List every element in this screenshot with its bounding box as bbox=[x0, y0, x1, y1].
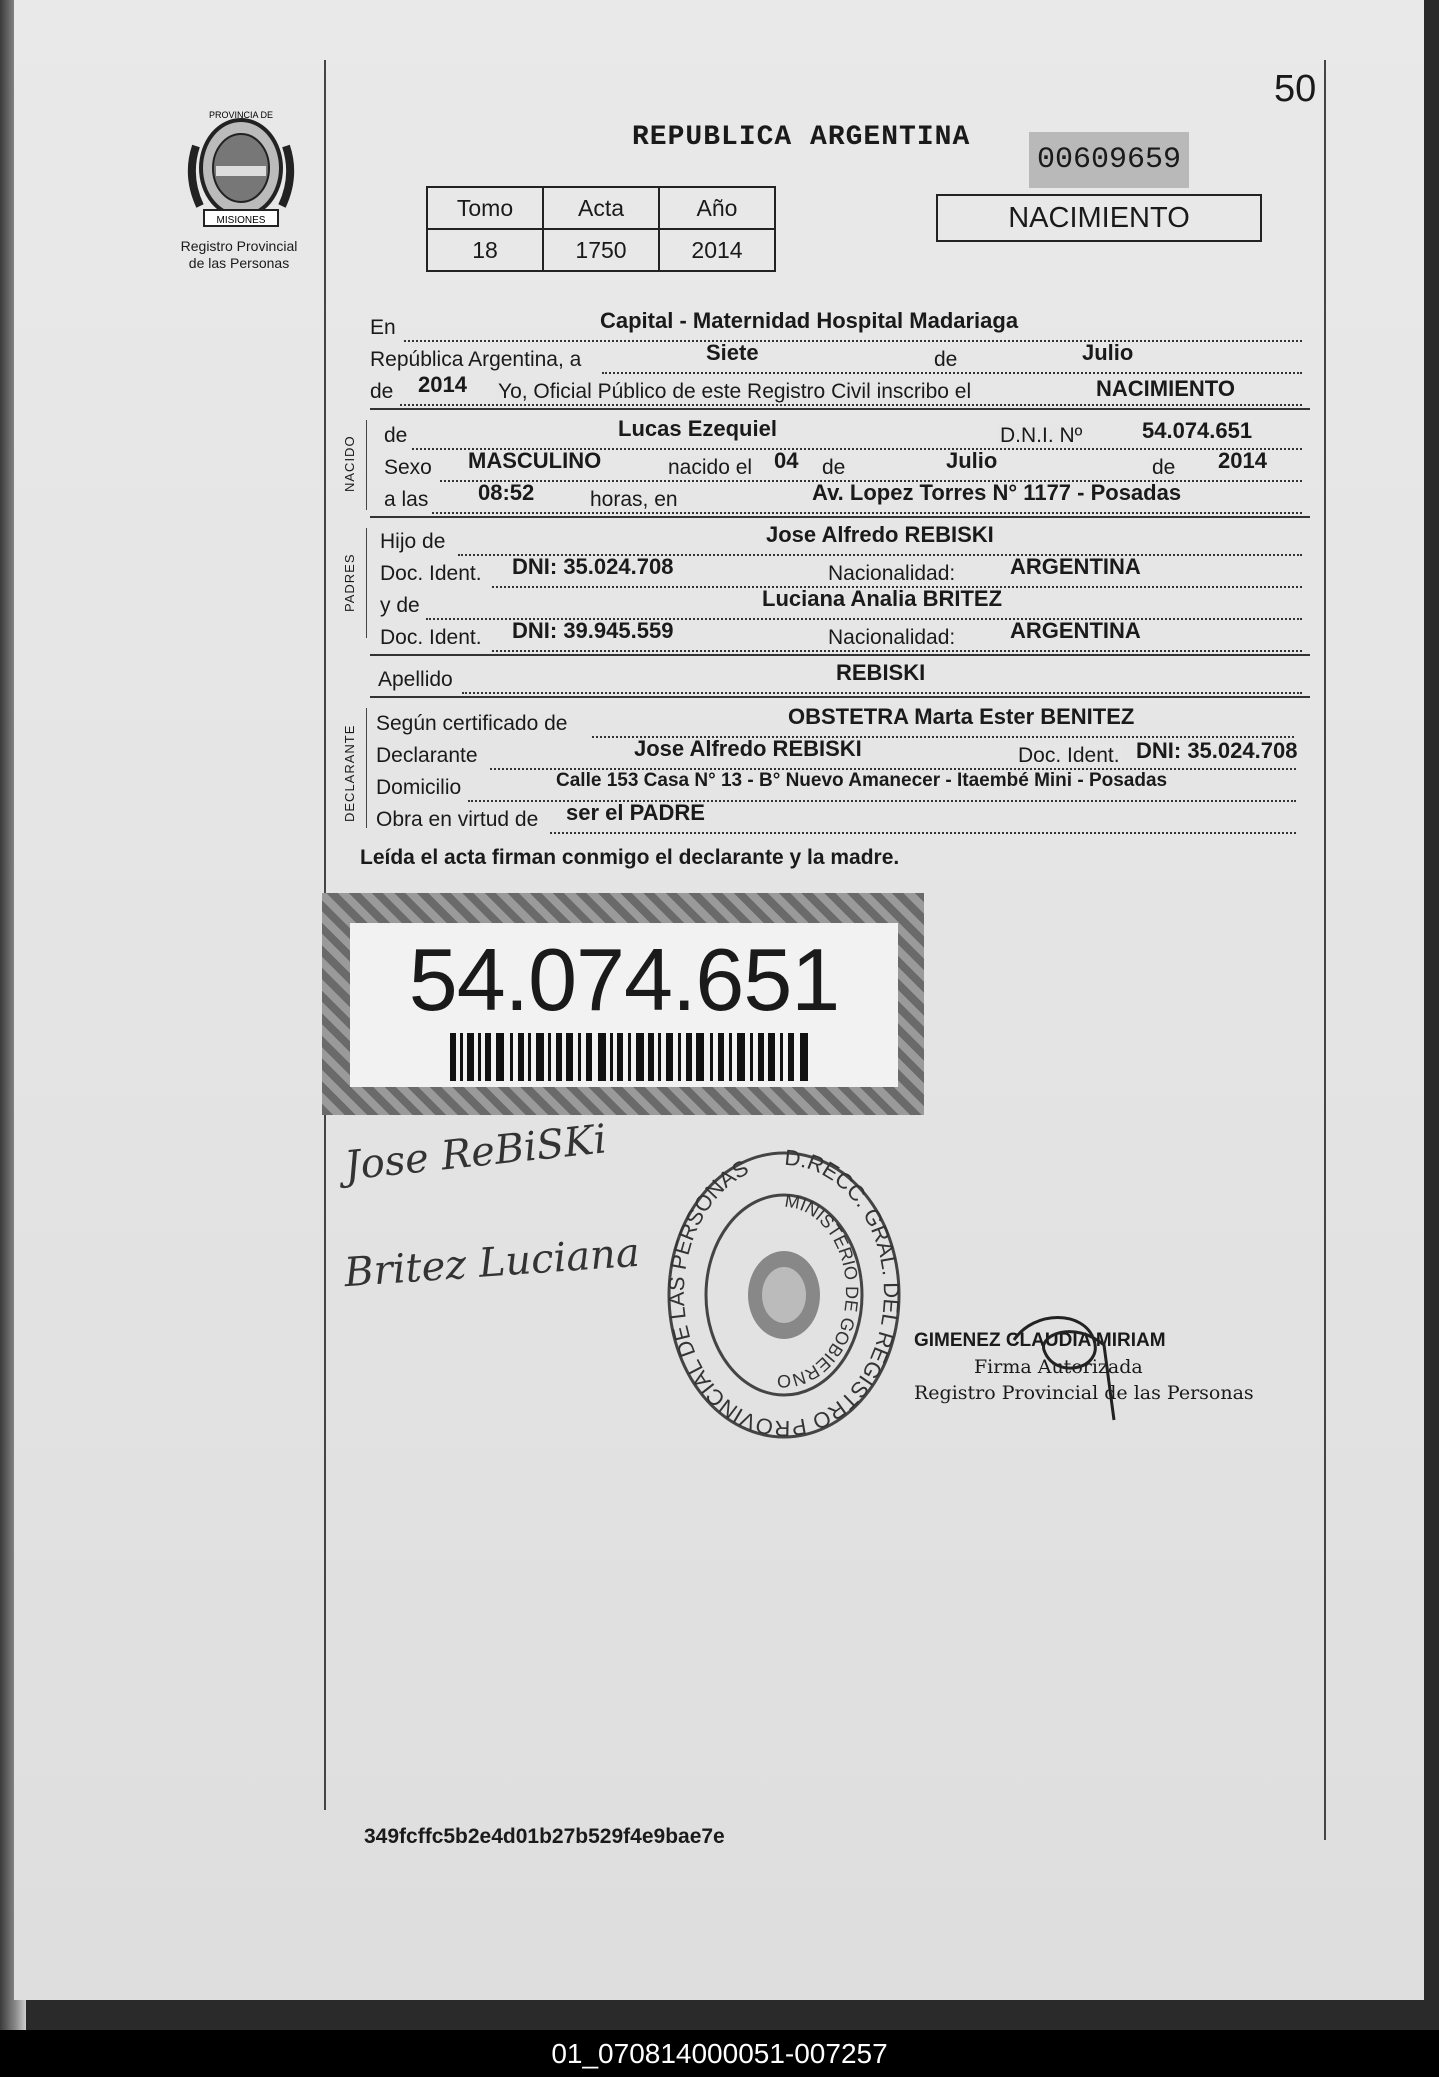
republica-label: República Argentina, a bbox=[370, 348, 582, 371]
row-en bbox=[370, 308, 1310, 350]
separator bbox=[370, 654, 1310, 656]
month-value: Julio bbox=[1082, 340, 1134, 365]
certificate-page bbox=[14, 0, 1424, 2000]
logo-top-text: PROVINCIA DE bbox=[208, 110, 274, 120]
signature-declarante: Jose ReBiSKi bbox=[342, 1116, 609, 1190]
dni-label: D.N.I. Nº bbox=[1000, 424, 1083, 447]
mother-name: Luciana Analia BRITEZ bbox=[762, 586, 1003, 611]
father-doc: DNI: 35.024.708 bbox=[512, 554, 674, 579]
logo-bottom-text: MISIONES bbox=[216, 215, 266, 226]
serial-number: 00609659 bbox=[1029, 132, 1189, 188]
doc-label: Doc. Ident. bbox=[380, 562, 482, 585]
a-las-label: a las bbox=[384, 488, 429, 511]
nacionalidad-label: Nacionalidad: bbox=[828, 562, 956, 585]
section-label-nacido: NACIDO bbox=[342, 435, 357, 492]
record-type-box: NACIMIENTO bbox=[936, 194, 1262, 242]
registry-value-ano: 2014 bbox=[659, 229, 775, 271]
de-label2: de bbox=[822, 456, 846, 479]
de-label: de bbox=[384, 424, 408, 447]
en-label: En bbox=[370, 316, 396, 339]
registry-value-acta: 1750 bbox=[543, 229, 659, 271]
birth-month: Julio bbox=[946, 448, 998, 473]
de-label: de bbox=[934, 348, 958, 371]
de-label3: de bbox=[1152, 456, 1176, 479]
registry-table bbox=[426, 186, 776, 272]
scan-footer-code: 01_070814000051-007257 bbox=[551, 2038, 888, 2069]
section-bar bbox=[366, 420, 367, 510]
mother-doc: DNI: 39.945.559 bbox=[512, 618, 674, 643]
document-title: REPUBLICA ARGENTINA bbox=[632, 122, 971, 153]
scan-footer-bar bbox=[0, 2030, 1439, 2077]
misiones-coat-of-arms-logo bbox=[186, 106, 296, 234]
oficial-text: Yo, Oficial Público de este Registro Civil inscribo el bbox=[498, 380, 972, 403]
separator bbox=[370, 516, 1310, 518]
year-value: 2014 bbox=[418, 372, 467, 397]
obra-value: ser el PADRE bbox=[566, 800, 705, 825]
logo-caption-line1: Registro Provincial bbox=[180, 238, 298, 254]
declarante-doc-label: Doc. Ident. bbox=[1018, 744, 1120, 767]
section-bar bbox=[366, 528, 367, 638]
registry-value-tomo: 18 bbox=[427, 229, 543, 271]
section-label-padres: PADRES bbox=[342, 553, 357, 612]
nacido-label: nacido el bbox=[668, 456, 753, 479]
declarante-label: Declarante bbox=[376, 744, 478, 767]
section-label-declarante: DECLARANTE bbox=[342, 724, 357, 822]
sticker-number: 54.074.651 bbox=[408, 930, 840, 1029]
domicilio-label: Domicilio bbox=[376, 776, 462, 799]
nacionalidad-label2: Nacionalidad: bbox=[828, 626, 956, 649]
father-nationality: ARGENTINA bbox=[1010, 554, 1141, 579]
closing-text: Leída el acta firman conmigo el declarante y la madre. bbox=[360, 846, 900, 869]
child-name: Lucas Ezequiel bbox=[618, 416, 777, 441]
de2-label: de bbox=[370, 380, 394, 403]
domicilio-value: Calle 153 Casa N° 13 - B° Nuevo Amanecer - Itaembé Mini - Posadas bbox=[556, 770, 1168, 791]
official-role: Firma Autorizada bbox=[974, 1356, 1143, 1378]
dni-sticker bbox=[322, 893, 924, 1115]
record-value: NACIMIENTO bbox=[1096, 376, 1235, 401]
official-office: Registro Provincial de las Personas bbox=[914, 1382, 1254, 1404]
sexo-label: Sexo bbox=[384, 456, 432, 479]
logo-caption-line2: de las Personas bbox=[188, 255, 290, 271]
day-word: Siete bbox=[706, 340, 759, 365]
registry-header-ano: Año bbox=[659, 187, 775, 229]
horas-label: horas, en bbox=[590, 488, 678, 511]
hijo-label: Hijo de bbox=[380, 530, 446, 553]
signature-madre: Britez Luciana bbox=[342, 1229, 642, 1297]
apellido-label: Apellido bbox=[378, 668, 453, 691]
birth-place: Av. Lopez Torres N° 1177 - Posadas bbox=[812, 480, 1182, 505]
en-value: Capital - Maternidad Hospital Madariaga bbox=[600, 308, 1019, 333]
apellido-value: REBISKI bbox=[836, 660, 926, 685]
official-seal-stamp bbox=[664, 1145, 904, 1445]
declarante-doc: DNI: 35.024.708 bbox=[1136, 738, 1298, 763]
right-margin-line bbox=[1324, 60, 1326, 1840]
cert-value: OBSTETRA Marta Ester BENITEZ bbox=[788, 704, 1135, 729]
registry-header-acta: Acta bbox=[543, 187, 659, 229]
declarante-value: Jose Alfredo REBISKI bbox=[634, 736, 862, 761]
row-y-de bbox=[370, 586, 1310, 628]
row-domicilio bbox=[370, 770, 1310, 810]
birth-year: 2014 bbox=[1218, 448, 1267, 473]
document-hash: 349fcffc5b2e4d01b27b529f4e9bae7e bbox=[364, 1825, 725, 1848]
child-dni: 54.074.651 bbox=[1142, 418, 1253, 443]
barcode bbox=[450, 1033, 810, 1081]
mother-nationality: ARGENTINA bbox=[1010, 618, 1141, 643]
stamp-outer-text: D.RECC. GRAL. DEL REGISTRO PROVINCIAL DE LAS PERSONAS bbox=[664, 1145, 904, 1442]
sticker-inner bbox=[350, 923, 898, 1087]
separator bbox=[370, 696, 1310, 698]
father-name: Jose Alfredo REBISKI bbox=[766, 522, 994, 547]
birth-day: 04 bbox=[774, 448, 799, 473]
birth-time: 08:52 bbox=[478, 480, 535, 505]
page-number: 50 bbox=[1274, 68, 1317, 110]
y-de-label: y de bbox=[380, 594, 420, 617]
cert-label: Según certificado de bbox=[376, 712, 568, 735]
obra-label: Obra en virtud de bbox=[376, 808, 539, 831]
row-obra bbox=[370, 800, 1310, 842]
separator bbox=[370, 408, 1310, 410]
stamp-inner-text: MINISTERIO DE GOBIERNO bbox=[777, 1190, 863, 1392]
official-handwritten-signature bbox=[994, 1300, 1154, 1440]
sexo-value: MASCULINO bbox=[468, 448, 602, 473]
doc-label2: Doc. Ident. bbox=[380, 626, 482, 649]
row-hijo-de bbox=[370, 522, 1310, 564]
logo-caption bbox=[164, 238, 314, 272]
section-bar bbox=[366, 708, 367, 828]
registry-header-tomo: Tomo bbox=[427, 187, 543, 229]
official-name: GIMENEZ CLAUDIA MIRIAM bbox=[914, 1330, 1166, 1351]
